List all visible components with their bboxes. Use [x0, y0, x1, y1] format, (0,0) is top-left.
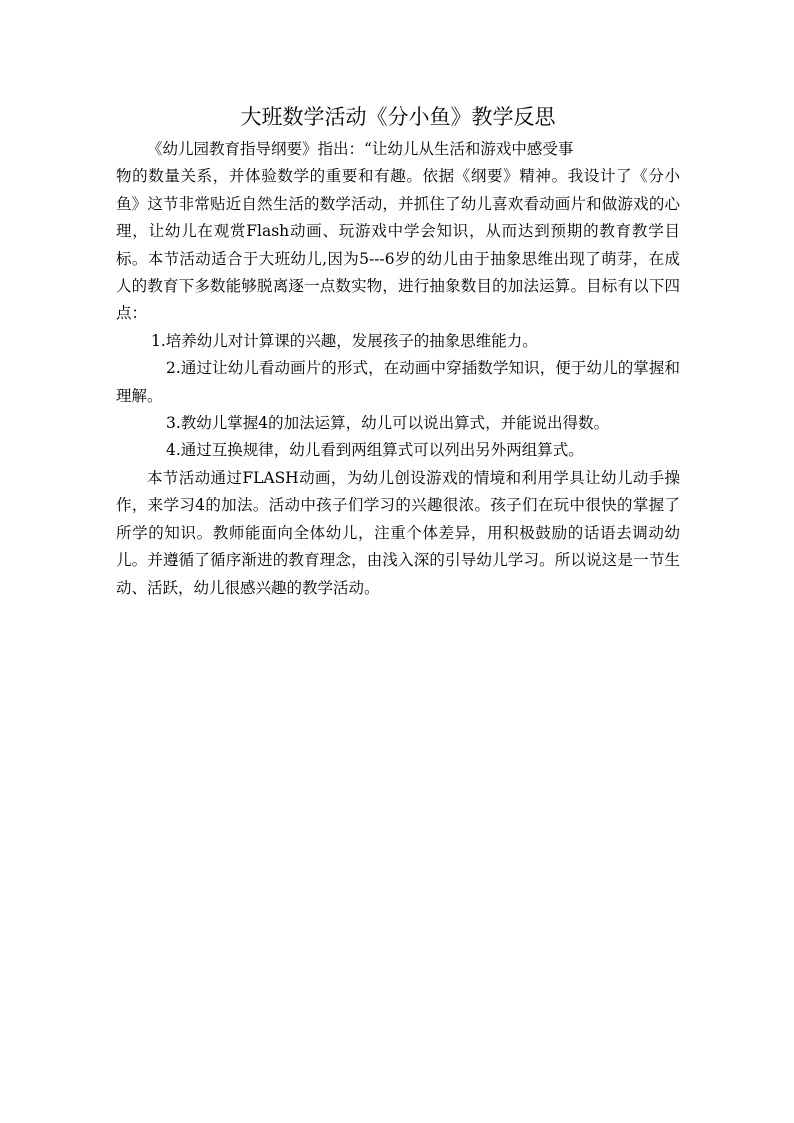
intro-continuation: 物的数量关系，并体验数学的重要和有趣。依据《纲要》精神。我设计了《分小鱼》这节非常贴近自然生活的数学活动，并抓住了幼儿喜欢看动画片和做游戏的心理，让幼儿在观赏Flash动画、玩游戏中学会知识，从而达到预期的教育教学目标。本节活动适合于大班幼儿,因为5---6岁的幼儿由于抽象思维出现了萌芽，在成人的教育下多数能够脱离逐一点数实物，进行抽象数目的加法运算。目标有以下四点： [116, 167, 680, 323]
conclusion-paragraph: 本节活动通过FLASH动画，为幼儿创设游戏的情境和利用学具让幼儿动手操作，来学习4的加法。活动中孩子们学习的兴趣很浓。孩子们在玩中很快的掌握了所学的知识。教师能面向全体幼儿，注重个体差异，用积极鼓励的话语去调动幼儿。并遵循了循序渐进的教育理念，由浅入深的引导幼儿学习。所以说这是一节生动、活跃，幼儿很感兴趣的教学活动。 [116, 468, 680, 597]
document-body [116, 98, 680, 602]
intro-paragraph [116, 136, 680, 328]
goal-item-4: 4.通过互换规律，幼儿看到两组算式可以列出另外两组算式。 [166, 441, 584, 460]
goal-item-1: 1.培养幼儿对计算课的兴趣，发展孩子的抽象思维能力。 [151, 331, 538, 350]
document-title: 大班数学活动《分小鱼》教学反思 [240, 105, 556, 129]
goal-item-3: 3.教幼儿掌握4的加法运算，幼儿可以说出算式，并能说出得数。 [166, 414, 610, 433]
goal-item-2: 2.通过让幼儿看动画片的形式，在动画中穿插数学知识，便于幼儿的掌握和理解。 [116, 359, 680, 405]
intro-first-line: 《幼儿园教育指导纲要》指出：“让幼儿从生活和游戏中感受事 [147, 140, 574, 158]
